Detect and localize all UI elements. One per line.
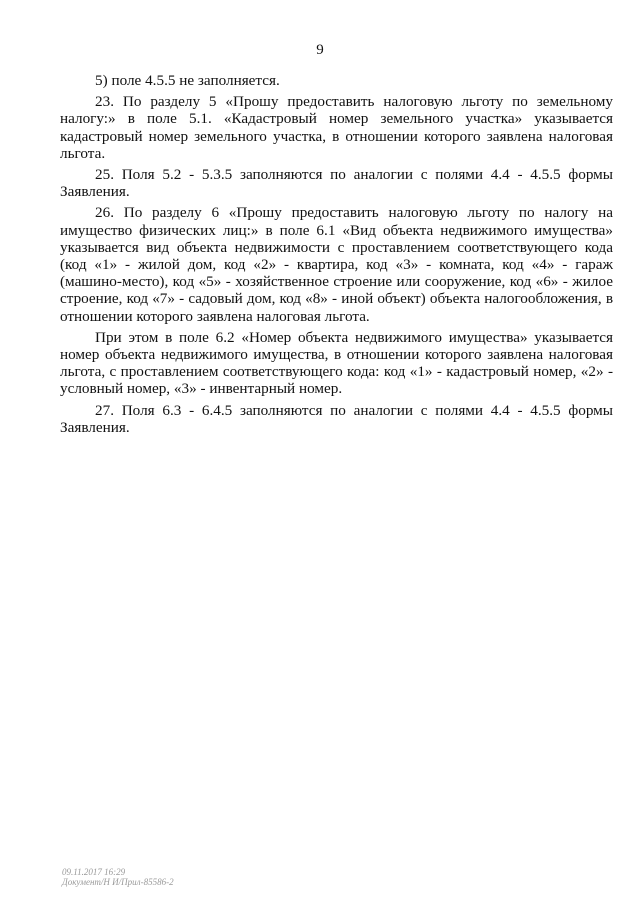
paragraph-section-26: 26. По разделу 6 «Прошу предоставить налоговую льготу по налогу на имущество физических лиц:» в поле 6.1 «Вид объекта недвижимого имущества» указывается вид объекта недвижимости с проставлением соответствующего кода (код «1» - жилой дом, код «2» - квартира, код «3» - комната, код «4» - гараж (машино-место), код «5» - хозяйственное строение или сооружение, код «6» - жилое строение, код «7» - садовый дом, код «8» - иной объект) объекта налогообложения, в отношении которого заявлена налоговая льгота.	[60, 204, 613, 325]
paragraph-section-23: 23. По разделу 5 «Прошу предоставить налоговую льготу по земельному налогу:» в поле 5.1. «Кадастровый номер земельного участка» указывается кадастровый номер земельного участка, в отношении которого заявлена налоговая льгота.	[60, 93, 613, 162]
page-number: 9	[316, 42, 324, 58]
document-body	[60, 72, 613, 440]
paragraph-section-27: 27. Поля 6.3 - 6.4.5 заполняются по аналогии с полями 4.4 - 4.5.5 формы Заявления.	[60, 401, 613, 436]
paragraph-field-6-2: При этом в поле 6.2 «Номер объекта недвижимого имущества» указывается номер объекта недвижимого имущества, в отношении которого заявлена налоговая льгота, с проставлением соответствующего кода: код «1» - кадастровый номер, «2» - условный номер, «3» - инвентарный номер.	[60, 328, 613, 398]
paragraph-section-25: 25. Поля 5.2 - 5.3.5 заполняются по аналогии с полями 4.4 - 4.5.5 формы Заявления.	[60, 166, 613, 201]
footer-timestamp: 09.11.2017 16:29	[62, 867, 126, 877]
document-footer-stamp	[62, 867, 174, 887]
paragraph-item-4-5-5: 5) поле 4.5.5 не заполняется.	[95, 72, 280, 89]
footer-document-id: Документ/Н И/Прил-85586-2	[62, 877, 174, 887]
